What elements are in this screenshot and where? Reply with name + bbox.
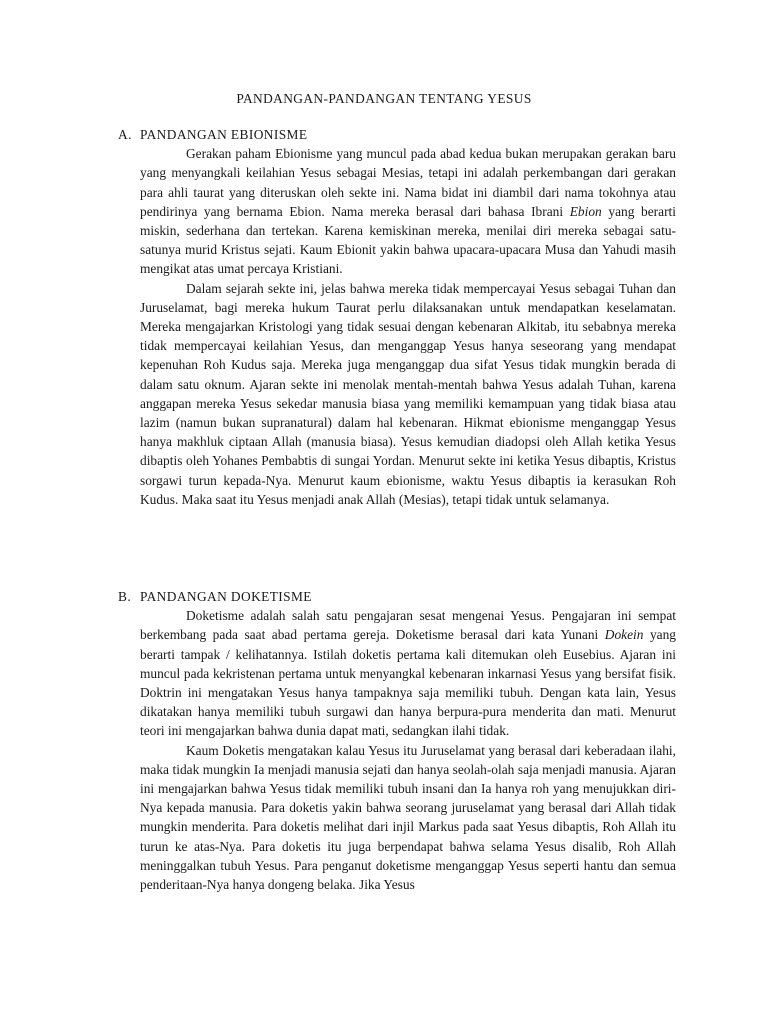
- section-heading-text: PANDANGAN EBIONISME: [140, 127, 308, 142]
- paragraph: Dalam sejarah sekte ini, jelas bahwa mereka tidak mempercayai Yesus sebagai Tuhan dan Juruselamat, bagi mereka hukum Taurat perlu dilaksanakan untuk mendapatkan keselamatan. Mereka mengajarkan Kristologi yang tidak sesuai dengan kebenaran Alkitab, itu sebabnya mereka tidak mempercayai keilahian Yesus, dan menganggap Yesus hanya seseorang yang mendapat kepenuhan Roh Kudus saja. Mereka juga menganggap dua sifat Yesus tidak mungkin berada di dalam satu oknum. Ajaran sekte ini menolak mentah-mentah bahwa Yesus adalah Tuhan, karena anggapan mereka Yesus sekedar manusia biasa yang memiliki kemampuan yang tidak biasa atau lazim (namun bukan supranatural) dalam hal kebenaran. Hikmat ebionisme menganggap Yesus hanya makhluk ciptaan Allah (manusia biasa). Yesus kemudian diadopsi oleh Allah ketika Yesus dibaptis oleh Yohanes Pembabtis di sungai Yordan. Menurut sekte ini ketika Yesus dibaptis, Kristus sorgawi turun kepada-Nya. Menurut kaum ebionisme, waktu Yesus dibaptis ia kerasukan Roh Kudus. Maka saat itu Yesus menjadi anak Allah (Mesias), tetapi tidak untuk selamanya.: [140, 280, 676, 507]
- paragraph: Kaum Doketis mengatakan kalau Yesus itu Juruselamat yang berasal dari keberadaan ilahi, maka tidak mungkin Ia menjadi manusia sejati dan hanya seolah-olah saja menjadi manusia. Ajaran ini mengajarkan bahwa Yesus tidak memiliki tubuh insani dan Ia hanya roh yang menujukkan diri-Nya kepada manusia. Para doketis yakin bahwa seorang juruselamat yang berasal dari Allah tidak mungkin menderita. Para doketis melihat dari injil Markus pada saat Yesus dibaptis, Roh Allah itu turun ke atas-Nya. Para doketis itu juga berpendapat bahwa selama Yesus disalib, Roh Allah meninggalkan tubuh Yesus. Para penganut doketisme menganggap Yesus seperti hantu dan semua penderitaan-Nya hanya dongeng belaka. Jika Yesus: [140, 742, 676, 893]
- paragraph: [140, 606, 676, 740]
- section-heading: [118, 125, 676, 144]
- italic-term: Dokein: [604, 627, 644, 643]
- paragraph-text: Doketisme adalah salah satu pengajaran sesat mengenai Yesus. Pengajaran ini sempat berkembang pada saat abad pertama gereja. Doketisme berasal dari kata Yunani: [140, 608, 676, 643]
- section-ebionisme: [118, 125, 676, 509]
- section-letter: A.: [118, 127, 132, 142]
- italic-term: Ebion: [569, 203, 602, 219]
- paragraph-text: yang berarti miskin, sederhana dan tertekan. Karena kemiskinan mereka, menilai diri mereka sebagai satu-satunya murid Kristus sejati. Kaum Ebionit yakin bahwa upacara-upacara Musa dan Yahudi masih mengikat atas umat percaya Kristiani.: [140, 203, 676, 277]
- paragraph-text: Gerakan paham Ebionisme yang muncul pada abad kedua bukan merupakan gerakan baru yang menyangkali keilahian Yesus sebagai Mesias, tetapi ini adalah perkembangan dari gerakan para ahli taurat yang diteruskan oleh sekte ini. Nama bidat ini diambil dari nama tokohnya atau pendirinya yang bernama Ebion. Nama mereka berasal dari bahasa Ibrani: [140, 146, 676, 219]
- document-title: PANDANGAN-PANDANGAN TENTANG YESUS: [236, 91, 532, 106]
- section-heading-text: PANDANGAN DOKETISME: [140, 589, 312, 604]
- section-heading: [118, 587, 676, 606]
- section-doketisme: [118, 587, 676, 894]
- paragraph-text: yang berarti tampak / kelihatannya. Istilah doketis pertama kali ditemukan oleh Eusebius. Ajaran ini muncul pada kekristenan pertama untuk menyangkal kebenaran inkarnasi Yesus yang bersifat fisik. Doktrin ini mengatakan Yesus hanya tampaknya saja memiliki tubuh. Dengan kata lain, Yesus dikatakan hanya memiliki tubuh surgawi dan hanya berpura-pura menderita dan mati. Menurut teori ini mengajarkan bahwa dunia dapat mati, sedangkan ilahi tidak.: [140, 627, 676, 739]
- paragraph: [140, 144, 676, 278]
- section-body: [140, 144, 676, 509]
- section-body: [140, 606, 676, 894]
- section-letter: B.: [118, 589, 132, 604]
